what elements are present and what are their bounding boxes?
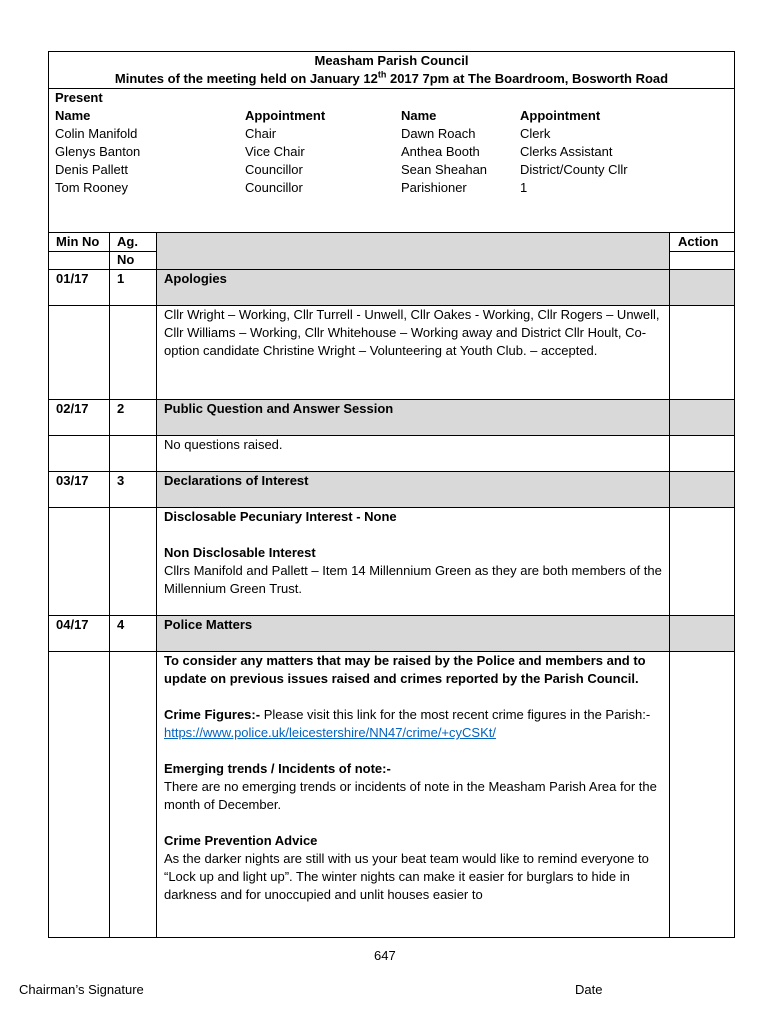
police-intro: To consider any matters that may be raised by the Police and members and to update on previous issues raised and crimes reported by the Parish Council. [164,653,646,686]
left-appointment-column: Appointment Chair Vice Chair Councillor Councillor [245,107,401,197]
action-cell [670,616,735,652]
chairman-signature-label: Chairman’s Signature [19,982,144,997]
item-heading-row [49,270,735,306]
prevention-heading: Crime Prevention Advice [164,833,318,848]
attendee-name: Anthea Booth [401,144,480,159]
item-heading-row [49,400,735,436]
attendee-appointment: Councillor [245,162,303,177]
agenda-number: 3 [110,472,157,508]
attendee-appointment: 1 [520,180,528,195]
non-disclosable-heading: Non Disclosable Interest [164,545,316,560]
action-cell [670,472,735,508]
date-label: Date [575,982,603,997]
crime-figures: Crime Figures:- Please visit this link for the most recent crime figures in the Parish:- [164,707,651,722]
non-disclosable-text: Cllrs Manifold and Pallett – Item 14 Millennium Green as they are both members of the Millennium Green Trust. [164,563,662,596]
present-section [49,89,735,252]
attendee-name: Tom Rooney [55,180,128,195]
right-name-column: Name Dawn Roach Anthea Booth Sean Sheahan Parishioner [401,107,520,197]
right-appointment-column: Appointment Clerk Clerks Assistant District/County Cllr 1 [520,107,690,197]
attendee-name: Dawn Roach [401,126,476,141]
attendee-appointment: Clerks Assistant [520,144,613,159]
item-body: No questions raised. [157,436,670,472]
item-subject: Police Matters [157,616,670,652]
page-number: 647 [374,948,396,963]
attendee-name: Parishioner [401,180,467,195]
item-body: Cllr Wright – Working, Cllr Turrell - Unwell, Cllr Oakes - Working, Cllr Rogers – Unwell, Cllr Williams – Working, Cllr Whitehouse – Working away and District Cllr Hoult, Co-option candidate Christine Wright – Volunteering at Youth Club. – accepted. [157,306,670,400]
attendee-appointment: Vice Chair [245,144,305,159]
trends-text: There are no emerging trends or incidents of note in the Measham Parish Area for the month of December. [164,779,657,812]
action-cell [670,436,735,472]
minute-number: 02/17 [49,400,110,436]
action-cell [670,270,735,306]
action-cell [670,306,735,400]
minute-number: 01/17 [49,270,110,306]
item-heading-row [49,472,735,508]
meeting-title: Minutes of the meeting held on January 12th 2017 7pm at The Boardroom, Bosworth Road [114,69,669,86]
prevention-text: As the darker nights are still with us your beat team would like to remind everyone to “Lock up and light up”. The winter nights can make it easier for burglars to hide in darkness and for unoccupied and unlit houses easier to [164,851,649,902]
attendee-name: Colin Manifold [55,126,138,141]
min-no-header: Min No [49,233,110,270]
item-body-row [49,306,735,400]
item-subject: Apologies [157,270,670,306]
ag-no-header: Ag. No [110,233,157,270]
pecuniary-heading: Disclosable Pecuniary Interest - None [164,509,397,524]
council-name: Measham Parish Council [314,53,469,68]
minute-number: 03/17 [49,472,110,508]
present-label: Present [55,90,103,105]
attendee-appointment: Clerk [520,126,551,141]
item-subject: Declarations of Interest [157,472,670,508]
item-body [157,652,670,938]
minute-number: 04/17 [49,616,110,652]
item-body [157,508,670,616]
header-table [48,51,735,252]
attendee-appointment: Councillor [245,180,303,195]
agenda-number: 2 [110,400,157,436]
item-body-row [49,508,735,616]
subject-header [157,233,670,270]
item-body-row [49,436,735,472]
crime-figures-link[interactable]: https://www.police.uk/leicestershire/NN47/crime/+cyCSKt/ [164,725,496,740]
agenda-number: 1 [110,270,157,306]
table-head-row [49,233,735,270]
title-cell [49,52,735,89]
attendee-name: Sean Sheahan [401,162,488,177]
minutes-table [48,232,735,938]
action-cell [670,652,735,938]
agenda-number: 4 [110,616,157,652]
left-name-column: Name Colin Manifold Glenys Banton Denis Pallett Tom Rooney [55,107,245,197]
attendee-name: Denis Pallett [55,162,128,177]
attendee-appointment: District/County Cllr [520,162,628,177]
action-header: Action [670,233,735,270]
item-heading-row [49,616,735,652]
item-body-row [49,652,735,938]
item-subject: Public Question and Answer Session [157,400,670,436]
attendee-appointment: Chair [245,126,277,141]
trends-heading: Emerging trends / Incidents of note:- [164,761,391,776]
action-cell [670,400,735,436]
attendee-name: Glenys Banton [55,144,141,159]
action-cell [670,508,735,616]
